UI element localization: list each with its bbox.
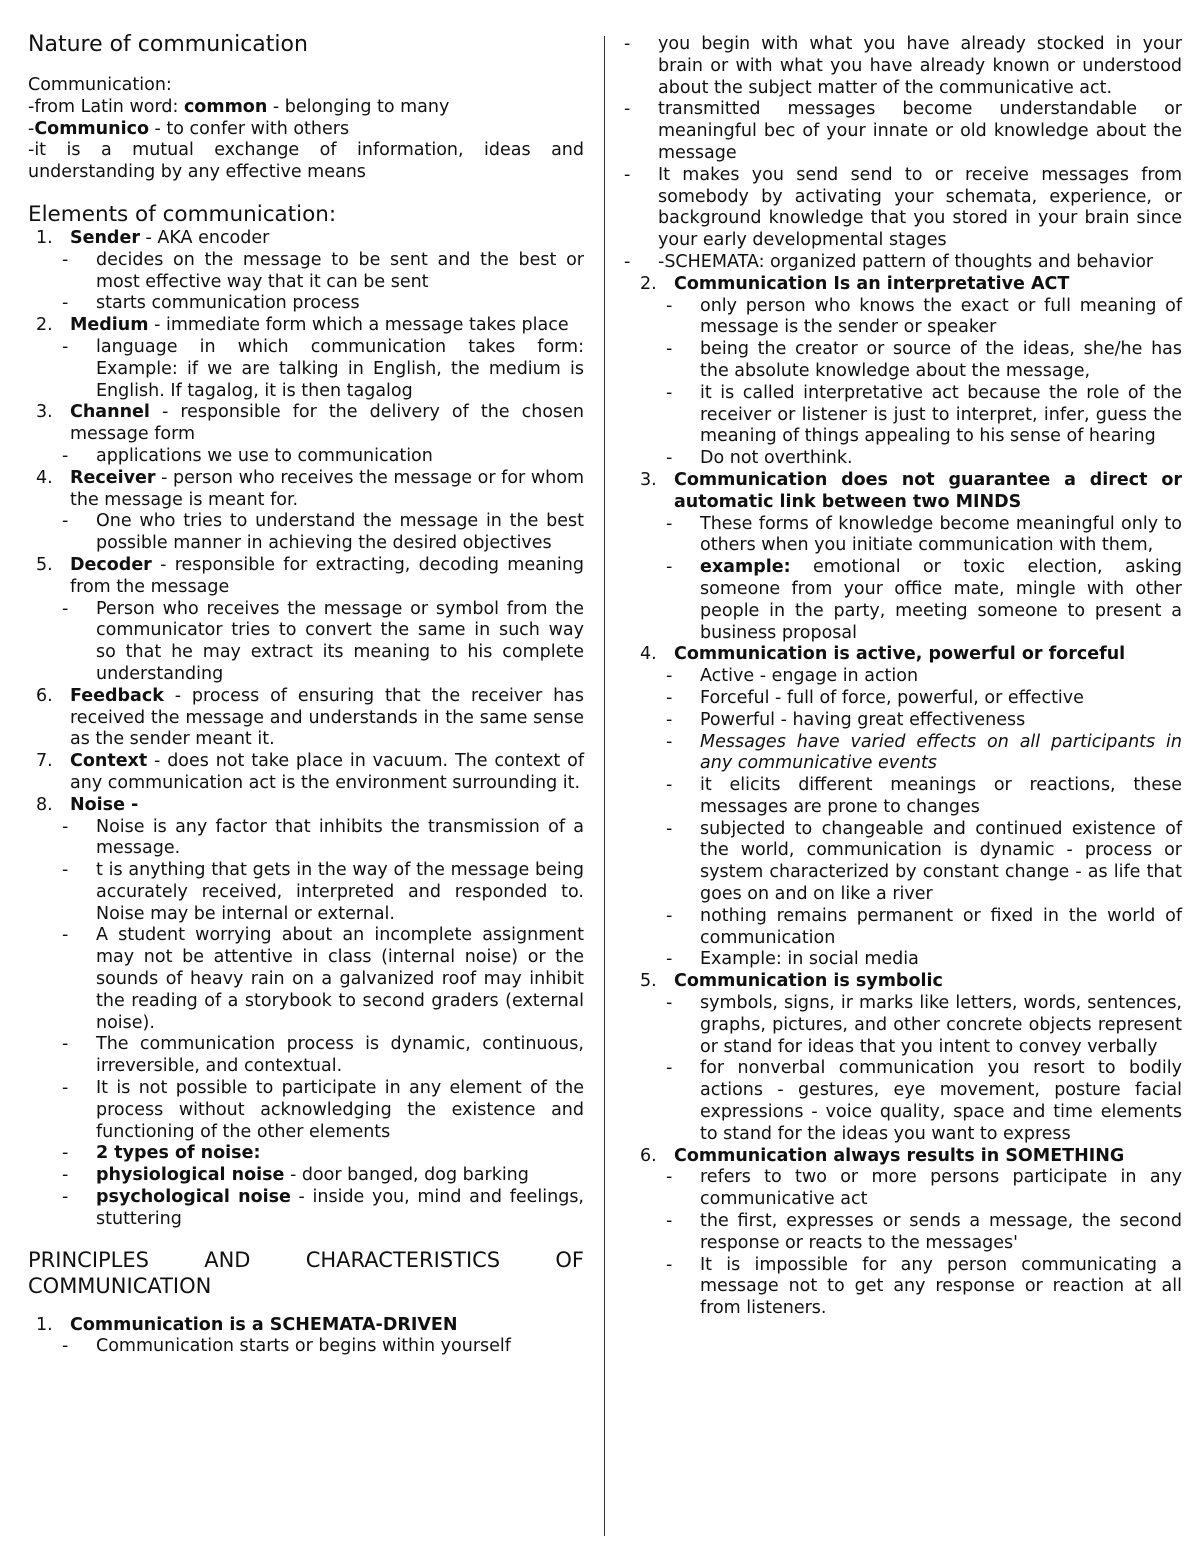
principle-heading: Communication is symbolic xyxy=(674,971,943,992)
latin-prefix: -from Latin word: xyxy=(28,96,184,117)
sub-text: refers to two or more persons participate in any communicative act xyxy=(700,1167,1182,1210)
principles-list xyxy=(28,1315,584,1359)
communico-suffix: - to confer with others xyxy=(148,118,350,139)
principle-item xyxy=(632,470,1182,644)
dash-bullet: - xyxy=(62,860,69,881)
sub-text: it is called interpretative act because the role of the receiver or listener is just to interpret, infer, guess the meaning of things appealing to his sense of hearing xyxy=(700,382,1182,447)
principle-subs xyxy=(666,513,1182,645)
dash-bullet: - xyxy=(666,295,673,316)
dash-bullet: - xyxy=(666,687,673,708)
element-subs xyxy=(62,598,584,686)
list-item xyxy=(632,339,1182,383)
sub-text: The communication process is dynamic, continuous, irreversible, and contextual. xyxy=(96,1034,584,1077)
list-item xyxy=(632,993,1182,1058)
noise-types-label: 2 types of noise: xyxy=(96,1143,261,1164)
right-column xyxy=(624,34,1182,1320)
dash-bullet: - xyxy=(666,1211,673,1232)
element-item xyxy=(28,315,584,402)
element-term: Medium xyxy=(70,315,149,336)
latin-suffix: - belonging to many xyxy=(267,96,450,117)
list-item xyxy=(28,446,584,468)
list-item xyxy=(590,165,1182,252)
sub-text: emotional or toxic election, asking someone from your office mate, mingle with other people in the party, meeting someone to present a business proposal xyxy=(700,557,1182,643)
sub-text: starts communication process xyxy=(96,293,360,314)
sub-text: being the creator or source of the ideas, she/he has the absolute knowledge about the message, xyxy=(700,339,1182,381)
left-column xyxy=(28,32,584,1358)
sub-text: applications we use to communication xyxy=(96,445,433,466)
sub-text: These forms of knowledge become meaningful only to others when you initiate communication with them, xyxy=(700,513,1182,556)
dash-bullet: - xyxy=(62,1187,69,1208)
dash-bullet: - xyxy=(62,816,69,837)
principle-item xyxy=(632,1146,1182,1320)
element-desc: - does not take place in vacuum. The context of any communication act is the environment surrounding it. xyxy=(70,751,584,793)
list-item xyxy=(28,817,584,861)
element-number: 5. xyxy=(36,554,53,575)
principle-heading: Communication is active, powerful or forceful xyxy=(674,644,1126,665)
element-number: 8. xyxy=(36,794,53,815)
list-item xyxy=(28,1143,584,1165)
list-item xyxy=(28,1187,584,1231)
element-subs xyxy=(62,511,584,555)
element-item xyxy=(28,686,584,751)
element-number: 3. xyxy=(36,402,53,423)
dash-bullet: - xyxy=(666,818,673,839)
dash-bullet: - xyxy=(666,339,673,360)
principle-item xyxy=(28,1315,584,1359)
sub-text: It makes you send send to or receive messages from somebody by activating your schemata, experience, or background knowledge that you stored in your brain since your early developmental stages xyxy=(658,164,1182,251)
element-desc: - AKA encoder xyxy=(139,227,270,248)
principle-subs xyxy=(666,295,1182,470)
list-item xyxy=(632,514,1182,558)
principle-item xyxy=(632,971,1182,1145)
list-item xyxy=(28,925,584,1034)
list-item xyxy=(632,688,1182,710)
element-term: Sender xyxy=(70,227,140,248)
list-item xyxy=(28,337,584,402)
list-item xyxy=(28,293,584,315)
element-term: Channel xyxy=(70,402,150,423)
dash-bullet: - xyxy=(62,598,69,619)
principle-heading: Communication Is an interpretative ACT xyxy=(674,273,1070,294)
element-desc: - immediate form which a message takes place xyxy=(148,315,569,336)
dash-bullet: - xyxy=(62,1143,69,1164)
sub-text: One who tries to understand the message in the best possible manner in achieving the desired objectives xyxy=(96,511,584,554)
dash-bullet: - xyxy=(62,511,69,532)
dash-bullet: - xyxy=(666,949,673,970)
dash-bullet: - xyxy=(62,1165,69,1186)
element-subs xyxy=(62,445,584,468)
list-item xyxy=(28,250,584,294)
principle-number: 6. xyxy=(640,1145,657,1166)
document-title: Nature of communication xyxy=(28,32,308,57)
sub-text: decides on the message to be sent and the best or most effective way that it can be sent xyxy=(96,249,584,292)
list-item xyxy=(590,99,1182,164)
list-item xyxy=(632,557,1182,644)
sub-text: Do not overthink. xyxy=(700,448,853,469)
list-item xyxy=(632,448,1182,470)
sub-text: It is not possible to participate in any element of the process without acknowledging the existence and functioning of the other elements xyxy=(96,1078,584,1142)
list-item xyxy=(632,732,1182,776)
principle-heading: Communication does not guarantee a direct or automatic link between two MINDS xyxy=(674,469,1182,512)
list-item xyxy=(590,34,1182,99)
list-item xyxy=(632,819,1182,906)
principle-subs xyxy=(666,666,1182,971)
principle-number: 1. xyxy=(36,1314,53,1335)
element-item xyxy=(28,751,584,795)
list-item xyxy=(632,1255,1182,1320)
principle-number: 2. xyxy=(640,273,657,294)
principle-heading: Communication always results in SOMETHING xyxy=(674,1145,1125,1166)
communico-prefix: - xyxy=(28,118,35,139)
element-subs xyxy=(62,816,584,1231)
dash-bullet: - xyxy=(666,557,673,578)
list-item xyxy=(632,296,1182,340)
sub-text: Active - engage in action xyxy=(700,666,919,687)
communico-word: Communico xyxy=(34,118,149,139)
italic-sub-text: Messages have varied effects on all participants in any communicative events xyxy=(700,731,1182,774)
sub-text: only person who knows the exact or full meaning of message is the sender or speaker xyxy=(700,295,1182,338)
element-item xyxy=(28,468,584,555)
list-item xyxy=(28,1078,584,1143)
element-number: 6. xyxy=(36,685,53,706)
dash-bullet: - xyxy=(666,775,673,796)
list-item xyxy=(632,1167,1182,1211)
list-item xyxy=(632,710,1182,732)
dash-bullet: - xyxy=(62,293,69,314)
principle-number: 4. xyxy=(640,644,657,665)
principle-subs xyxy=(62,1336,584,1358)
principle-subs xyxy=(666,993,1182,1146)
dash-bullet: - xyxy=(666,513,673,534)
dash-bullet: - xyxy=(62,925,69,946)
list-item xyxy=(28,511,584,555)
sub-text: t is anything that gets in the way of the message being accurately received, interpreted and responded to. Noise may be internal or external. xyxy=(96,860,584,924)
dash-bullet: - xyxy=(62,1078,69,1099)
dash-bullet: - xyxy=(624,164,631,185)
principle-item xyxy=(632,274,1182,470)
dash-bullet: - xyxy=(624,251,631,272)
dash-bullet: - xyxy=(624,99,631,120)
element-subs xyxy=(62,249,584,315)
element-desc: - process of ensuring that the receiver has received the message and understands in the same sense as the sender meant it. xyxy=(70,685,584,750)
latin-word: common xyxy=(183,96,268,117)
sub-text: Example: in social media xyxy=(700,949,919,970)
principle-subs xyxy=(666,1167,1182,1320)
principle-number: 5. xyxy=(640,971,657,992)
list-item xyxy=(632,949,1182,971)
sub-text: symbols, signs, ir marks like letters, words, sentences, graphs, pictures, and other concrete objects represent or stand for ideas that you intent to convey verbally xyxy=(700,993,1182,1057)
sub-text: It is impossible for any person communicating a message not to get any response or reaction at all from listeners. xyxy=(700,1254,1182,1319)
element-term: Context xyxy=(70,751,148,772)
continued-subs xyxy=(624,34,1182,274)
sub-text: -SCHEMATA: organized pattern of thoughts and behavior xyxy=(658,251,1154,272)
dash-bullet: - xyxy=(666,993,673,1014)
intro-definition: -it is a mutual exchange of information, ideas and understanding by any effective means xyxy=(28,140,584,183)
dash-bullet: - xyxy=(62,336,69,357)
element-desc: - person who receives the message or for whom the message is meant for. xyxy=(70,467,584,510)
principle-item xyxy=(632,644,1182,971)
dash-bullet: - xyxy=(666,1058,673,1079)
element-item xyxy=(28,795,584,1231)
sub-text: subjected to changeable and continued existence of the world, communication is dynamic - process or system characterized by constant change - as life that goes on and on like a river xyxy=(700,818,1182,905)
sub-text: Forceful - full of force, powerful, or effective xyxy=(700,687,1084,708)
list-item xyxy=(28,860,584,925)
list-item xyxy=(632,1211,1182,1255)
sub-text: transmitted messages become understandable or meaningful bec of your innate or old knowledge about the message xyxy=(658,99,1182,163)
element-number: 4. xyxy=(36,467,53,488)
sub-text: A student worrying about an incomplete assignment may not be attentive in class (internal noise) or the sounds of heavy rain on a galvanized roof may inhibit the reading of a storybook to second graders (external noise). xyxy=(96,925,584,1033)
element-term: Noise - xyxy=(70,794,139,815)
psycho-term: psychological noise xyxy=(96,1187,291,1208)
dash-bullet: - xyxy=(666,448,673,469)
intro-heading: Communication: xyxy=(28,75,172,95)
dash-bullet: - xyxy=(62,1336,69,1357)
sub-text: language in which communication takes form: Example: if we are talking in English, the medium is English. If tagalog, it is then tagalog xyxy=(96,336,584,401)
intro-communico-line xyxy=(28,119,584,141)
element-term: Decoder xyxy=(70,554,152,575)
dash-bullet: - xyxy=(666,1167,673,1188)
element-item xyxy=(28,228,584,315)
dash-bullet: - xyxy=(62,445,69,466)
list-item xyxy=(632,666,1182,688)
sub-text: nothing remains permanent or fixed in the world of communication xyxy=(700,905,1182,948)
elements-title: Elements of communication: xyxy=(28,201,337,227)
sub-text: Communication starts or begins within yourself xyxy=(96,1336,511,1357)
principles-list-continued xyxy=(632,274,1182,1320)
sub-text: the first, expresses or sends a message, the second response or reacts to the messages' xyxy=(700,1211,1182,1253)
element-number: 1. xyxy=(36,227,53,248)
dash-bullet: - xyxy=(666,1254,673,1275)
intro-latin-line xyxy=(28,97,584,119)
elements-list xyxy=(28,228,584,1231)
list-item xyxy=(28,1034,584,1078)
principle-heading: Communication is a SCHEMATA-DRIVEN xyxy=(70,1314,458,1335)
element-number: 2. xyxy=(36,315,53,336)
psycho-desc: - inside you, mind and feelings, stuttering xyxy=(96,1187,584,1229)
intro-block xyxy=(28,75,584,184)
element-item xyxy=(28,555,584,686)
sub-text: for nonverbal communication you resort to bodily actions - gestures, eye movement, posture facial expressions - voice quality, space and time elements to stand for the ideas you want to express xyxy=(700,1058,1182,1144)
dash-bullet: - xyxy=(62,1034,69,1055)
element-subs xyxy=(62,336,584,402)
dash-bullet: - xyxy=(666,382,673,403)
list-item xyxy=(632,1058,1182,1145)
dash-bullet: - xyxy=(666,666,673,687)
list-item xyxy=(632,775,1182,819)
element-desc: - responsible for the delivery of the chosen message form xyxy=(70,402,584,445)
list-item xyxy=(28,1336,584,1358)
list-item xyxy=(632,906,1182,950)
list-item xyxy=(28,599,584,686)
dash-bullet: - xyxy=(62,249,69,270)
element-term: Feedback xyxy=(70,685,164,706)
sub-text: Person who receives the message or symbol from the communicator tries to convert the same in such way so that he may extract its meaning to his complete understanding xyxy=(96,598,584,684)
sub-text: it elicits different meanings or reactions, these messages are prone to changes xyxy=(700,775,1182,817)
list-item xyxy=(28,1165,584,1187)
physio-desc: - door banged, dog barking xyxy=(284,1165,529,1186)
dash-bullet: - xyxy=(666,905,673,926)
dash-bullet: - xyxy=(666,731,673,752)
principles-title: PRINCIPLES AND CHARACTERISTICS OF COMMUNICATION xyxy=(28,1247,584,1298)
element-number: 7. xyxy=(36,751,53,772)
element-desc: - responsible for extracting, decoding meaning from the message xyxy=(70,554,584,597)
sub-text: Powerful - having great effectiveness xyxy=(700,709,1026,730)
element-term: Receiver xyxy=(70,467,156,488)
principle-number: 3. xyxy=(640,469,657,490)
sub-text: you begin with what you have already stocked in your brain or with what you have already known or understood about the subject matter of the communicative act. xyxy=(658,34,1182,98)
example-term: example: xyxy=(700,557,791,578)
element-item xyxy=(28,402,584,467)
physio-term: physiological noise xyxy=(96,1165,285,1186)
dash-bullet: - xyxy=(666,709,673,730)
list-item xyxy=(632,383,1182,448)
sub-text: Noise is any factor that inhibits the transmission of a message. xyxy=(96,816,584,859)
list-item xyxy=(590,252,1182,274)
dash-bullet: - xyxy=(624,34,631,54)
